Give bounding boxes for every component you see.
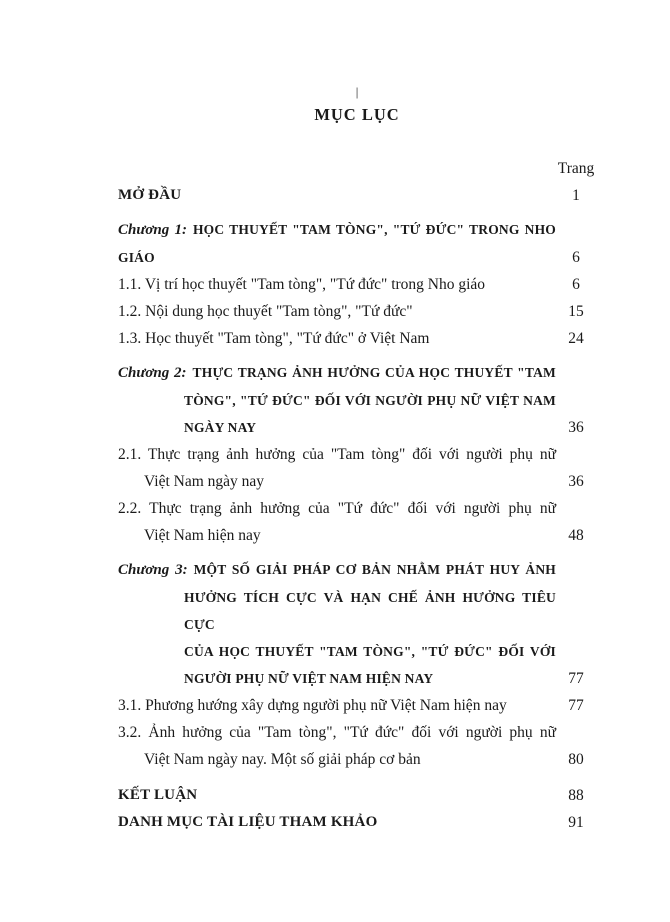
toc-entry-text xyxy=(118,719,556,773)
toc-entry xyxy=(118,556,596,692)
toc-chapter-label: Chương 1: xyxy=(118,222,187,238)
toc-entry-page: 48 xyxy=(568,527,584,544)
toc-entry xyxy=(118,271,596,298)
toc-entry-page: 36 xyxy=(568,473,584,490)
toc-entry xyxy=(118,359,596,441)
toc-entry xyxy=(118,719,596,773)
toc-entry-text xyxy=(118,359,556,441)
toc-entry xyxy=(118,495,596,549)
toc-entry-page: 15 xyxy=(568,303,584,320)
toc-list xyxy=(118,182,596,836)
toc-entry-page: 80 xyxy=(568,751,584,768)
toc-header-row xyxy=(118,155,596,182)
toc-entry-line: 1.1. Vị trí học thuyết "Tam tòng", "Tứ đức" trong Nho giáo xyxy=(118,276,486,293)
page-column-header: Trang xyxy=(557,160,595,177)
toc-entry-page: 36 xyxy=(568,419,584,436)
toc-entry-line: CỦA HỌC THUYẾT "TAM TÒNG", "TỨ ĐỨC" ĐỐI VỚI xyxy=(184,644,556,659)
toc-entry-line: 2.1. Thực trạng ảnh hưởng của "Tam tòng" đối với người phụ nữ xyxy=(118,446,556,463)
toc-entry xyxy=(118,441,596,495)
toc-entry xyxy=(118,782,596,809)
toc-entry-line: NGÀY NAY xyxy=(184,420,257,435)
toc-entry-line: Chương 2: THỰC TRẠNG ẢNH HƯỞNG CỦA HỌC THUYẾT "TAM xyxy=(118,365,556,381)
toc-entry-line: Chương 3: MỘT SỐ GIẢI PHÁP CƠ BẢN NHẰM PHÁT HUY ẢNH xyxy=(118,562,556,578)
toc-entry-line: Việt Nam ngày nay xyxy=(144,473,265,490)
toc-entry-text xyxy=(118,441,556,495)
toc-entry-page: 77 xyxy=(568,697,584,714)
toc-entry xyxy=(118,692,596,719)
toc-chapter-label: Chương 2: xyxy=(118,365,187,381)
toc-entry xyxy=(118,182,596,209)
toc-entry-page: 24 xyxy=(568,330,584,347)
toc-entry-text xyxy=(118,556,556,692)
toc-entry-line: Việt Nam ngày nay. Một số giải pháp cơ bản xyxy=(144,751,421,768)
toc-entry-line: 3.1. Phương hướng xây dựng người phụ nữ Việt Nam hiện nay xyxy=(118,697,507,714)
toc-entry-text xyxy=(118,692,556,719)
toc-entry-text xyxy=(118,271,556,298)
toc-entry-line: Chương 1: HỌC THUYẾT "TAM TÒNG", "TỨ ĐỨC" TRONG NHO GIÁO xyxy=(118,222,556,265)
toc-entry xyxy=(118,809,596,836)
toc-entry-page: 91 xyxy=(568,814,584,831)
toc-entry-line: KẾT LUẬN xyxy=(118,787,198,803)
toc-entry-line: TÒNG", "TỨ ĐỨC" ĐỐI VỚI NGƯỜI PHỤ NỮ VIỆT NAM xyxy=(184,393,556,408)
toc-title: MỤC LỤC xyxy=(314,105,400,124)
toc-entry-line: 2.2. Thực trạng ảnh hưởng của "Tứ đức" đối với người phụ nữ xyxy=(118,500,556,517)
toc-entry-text xyxy=(118,809,556,836)
toc-entry-text xyxy=(118,495,556,549)
toc-entry xyxy=(118,216,596,271)
toc-entry-line: DANH MỤC TÀI LIỆU THAM KHẢO xyxy=(118,814,378,830)
toc-entry-line: Việt Nam hiện nay xyxy=(144,527,261,544)
toc-entry-line: HƯỞNG TÍCH CỰC VÀ HẠN CHẾ ẢNH HƯỞNG TIÊU CỰC xyxy=(184,590,556,632)
toc-entry-page: 6 xyxy=(572,276,580,293)
toc-entry-page: 77 xyxy=(568,670,584,687)
toc-chapter-label: Chương 3: xyxy=(118,562,188,578)
toc-entry-line: 1.2. Nội dung học thuyết "Tam tòng", "Tứ đức" xyxy=(118,303,413,320)
toc-entry xyxy=(118,325,596,352)
toc-entry-page: 88 xyxy=(568,787,584,804)
toc-entry-page: 6 xyxy=(572,249,580,266)
toc-entry-text xyxy=(118,298,556,325)
toc-entry-page: 1 xyxy=(572,187,580,204)
toc-entry-line: 3.2. Ảnh hưởng của "Tam tòng", "Tứ đức" đối với người phụ nữ xyxy=(118,724,556,741)
toc xyxy=(118,155,596,836)
toc-entry-line: 1.3. Học thuyết "Tam tòng", "Tứ đức" ở Việt Nam xyxy=(118,330,430,347)
toc-entry-line: MỞ ĐẦU xyxy=(118,187,182,203)
toc-entry xyxy=(118,298,596,325)
toc-entry-line: NGƯỜI PHỤ NỮ VIỆT NAM HIỆN NAY xyxy=(184,671,434,686)
toc-entry-text xyxy=(118,325,556,352)
page-content xyxy=(118,85,596,836)
toc-entry-text xyxy=(118,182,556,209)
page-artifact-mark: | xyxy=(355,84,359,99)
toc-entry-text xyxy=(118,782,556,809)
toc-entry-text xyxy=(118,216,556,271)
